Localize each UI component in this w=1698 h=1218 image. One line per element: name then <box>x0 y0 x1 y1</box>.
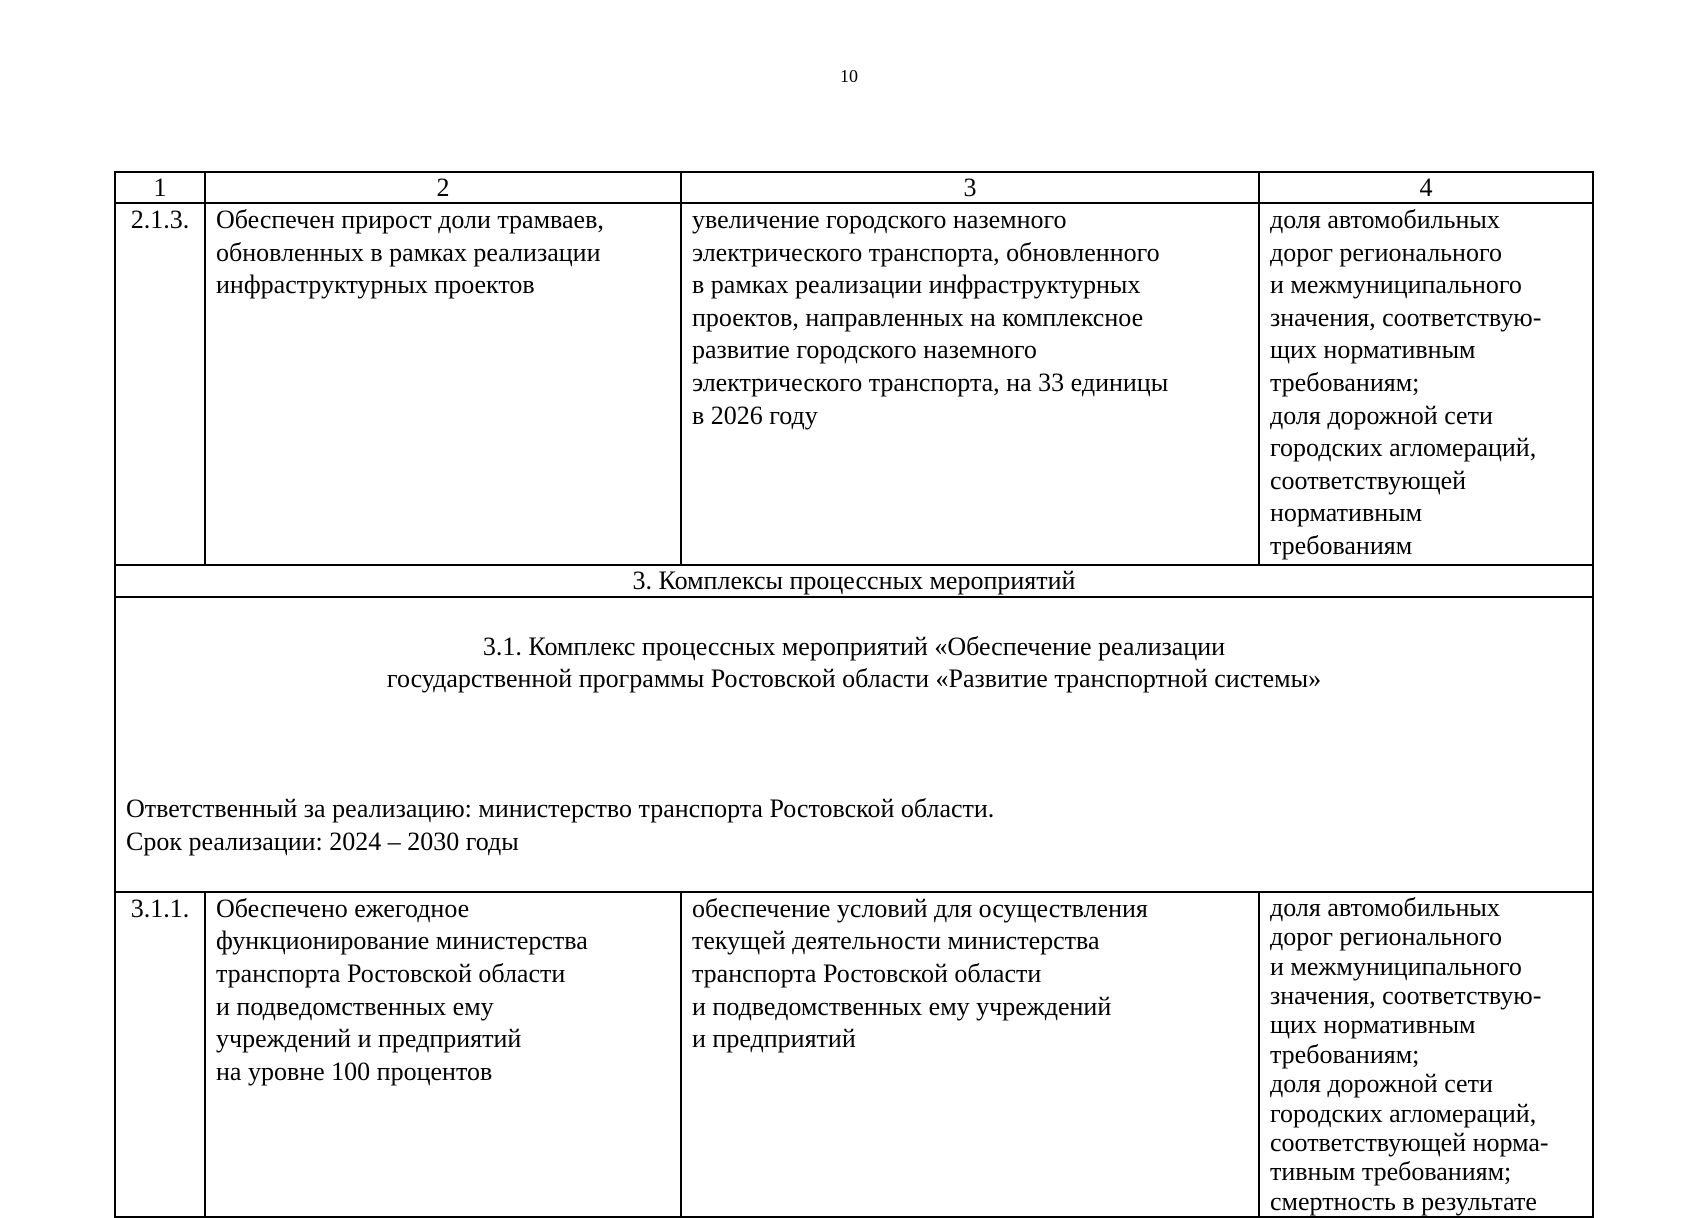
indicators-cell: доля автомобильных дорог регионального и межмуниципального значения, соответствую- щих нормативным требованиям; доля дорожной сети городских агломераций, соответствующей нормативным требованиям <box>1259 203 1593 565</box>
page-number: 10 <box>840 66 858 86</box>
result-cell: Обеспечено ежегодное функционирование министерства транспорта Ростовской области и подведомственных ему учреждений и предприятий на уровне 100 процентов <box>205 892 681 1217</box>
column-header-2: 2 <box>205 172 681 203</box>
subsection-cell <box>115 597 1593 892</box>
table-row-3-1-1 <box>115 892 1593 1217</box>
description-cell: обеспечение условий для осуществления текущей деятельности министерства транспорта Ростовской области и подведомственных ему учреждений и предприятий <box>681 892 1259 1217</box>
column-header-4: 4 <box>1259 172 1593 203</box>
table-row-2-1-3 <box>115 203 1593 565</box>
indicators-cell: доля автомобильных дорог регионального и межмуниципального значения, соответствую- щих нормативным требованиям; доля дорожной сети городских агломераций, соответствующей норма- тивным требованиям; смертность в результате <box>1259 892 1593 1217</box>
table-header-row <box>115 172 1593 203</box>
section-heading-row <box>115 565 1593 597</box>
spacer <box>126 728 1582 760</box>
row-number: 3.1.1. <box>115 892 205 1217</box>
measures-table <box>114 171 1594 1218</box>
column-header-3: 3 <box>681 172 1259 203</box>
result-cell: Обеспечен прирост доли трамваев, обновленных в рамках реализации инфраструктурных проектов <box>205 203 681 565</box>
subsection-row <box>115 597 1593 892</box>
column-header-1: 1 <box>115 172 205 203</box>
responsible-info: Ответственный за реализацию: министерство транспорта Ростовской области. Срок реализации: 2024 – 2030 годы <box>126 793 995 856</box>
row-number: 2.1.3. <box>115 203 205 565</box>
section-title: 3. Комплексы процессных мероприятий <box>115 565 1593 597</box>
subsection-title: 3.1. Комплекс процессных мероприятий «Обеспечение реализации государственной программы Ростовской области «Развитие транспортной системы» <box>386 631 1322 694</box>
description-cell: увеличение городского наземного электрического транспорта, обновленного в рамках реализации инфраструктурных проектов, направленных на комплексное развитие городского наземного электрического транспорта, на 33 единицы в 2026 году <box>681 203 1259 565</box>
